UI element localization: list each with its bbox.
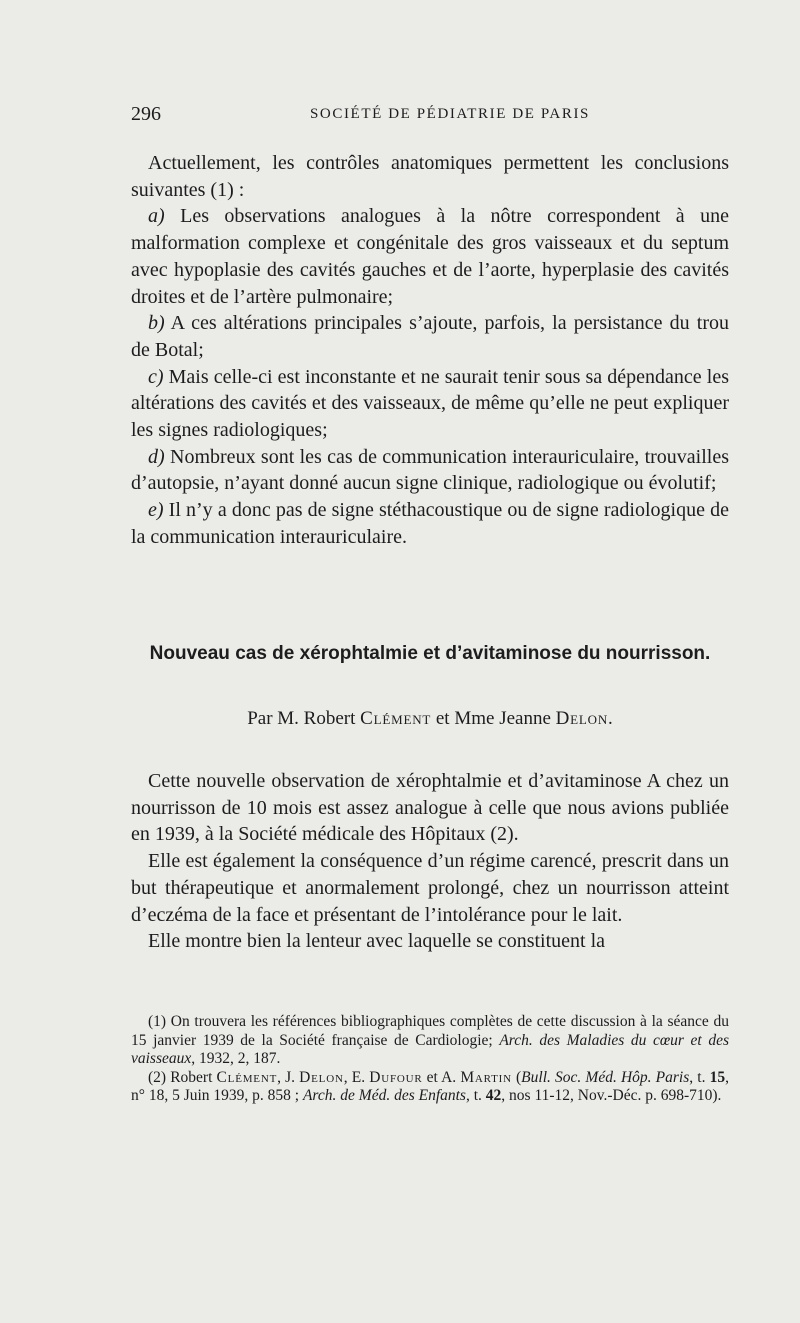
- body-paragraph: Elle montre bien la lenteur avec laquelle se constituent la: [148, 930, 606, 953]
- article-title: Nouveau cas de xérophtalmie et d’avitaminose du nourrisson.: [149, 643, 711, 664]
- article-byline: [131, 708, 729, 730]
- author-name: Dufour: [369, 1068, 423, 1086]
- footnote-text: , E.: [343, 1068, 370, 1086]
- list-item: [131, 497, 729, 550]
- item-letter: e): [148, 499, 164, 522]
- body-paragraph: Cette nouvelle observation de xérophtalmie et d’avitaminose A chez un nourrisson de 10 mois est assez analogue à celle que nous avions publiée en 1939, à la Société médicale des Hôpitaux (2).: [131, 770, 729, 846]
- body-paragraph: Elle est également la conséquence d’un régime carencé, prescrit dans un but thérapeutique et anormalement prolongé, chez un nourrisson atteint d’eczéma de la face et présentant de l’intolérance pour le lait.: [131, 850, 729, 926]
- conclusions-section: [131, 150, 729, 551]
- item-text: Les observations analogues à la nôtre correspondent à une malformation complexe et congénitale des gros vaisseaux et du septum avec hypoplasie des cavités gauches et de l’aorte, hyperplasie des cavités droites et de l’artère pulmonaire;: [131, 205, 729, 308]
- list-item: [131, 444, 729, 497]
- footnote-text: , n° 18, 5 Juin 1939, p. 858 ;: [131, 1068, 729, 1104]
- footnote-text: (2) Robert: [148, 1068, 217, 1086]
- page-header: [131, 103, 729, 131]
- footnote-text: , nos 11-12, Nov.-Déc. p. 698-710).: [501, 1087, 722, 1104]
- running-title: SOCIÉTÉ DE PÉDIATRIE DE PARIS: [309, 106, 591, 122]
- footnote-text: et A.: [422, 1068, 461, 1086]
- footnote-text: , J.: [277, 1068, 300, 1086]
- list-item: [131, 364, 729, 444]
- list-item: [131, 310, 729, 363]
- journal-title: Arch. des Maladies du cœur et des vaisseaux: [131, 1031, 729, 1067]
- item-text: Nombreux sont les cas de communication interauriculaire, trouvailles d’autopsie, n’ayant donné aucun signe clinique, radiologique ou évolutif;: [131, 445, 729, 495]
- footnote-text: (: [511, 1068, 522, 1086]
- byline-mid: et Mme Jeanne: [431, 708, 556, 729]
- item-letter: d): [148, 445, 165, 468]
- author-clement: Clément: [360, 708, 432, 729]
- author-name: Clément: [216, 1068, 278, 1086]
- item-letter: a): [148, 205, 165, 228]
- volume-number: 42: [485, 1087, 502, 1104]
- author-name: Martin: [460, 1068, 512, 1086]
- volume-number: 15: [709, 1068, 726, 1086]
- journal-title: Bull. Soc. Méd. Hôp. Paris: [521, 1068, 690, 1086]
- item-letter: b): [148, 312, 165, 335]
- author-delon: Delon: [555, 708, 609, 729]
- footnote-text: (1) On trouvera les références bibliographiques complètes de cette discussion à la séance du 15 janvier 1939 de la Société française de Cardiologie;: [131, 1013, 729, 1049]
- author-name: Delon: [299, 1068, 344, 1086]
- footnotes: [131, 1013, 729, 1106]
- item-text: A ces altérations principales s’ajoute, parfois, la persistance du trou de Botal;: [131, 312, 729, 361]
- item-text: Il n’y a donc pas de signe stéthacoustique ou de signe radiologique de la communication interauriculaire.: [131, 499, 729, 548]
- item-text: Mais celle-ci est inconstante et ne saurait tenir sous sa dépendance les altérations des cavités et des vaisseaux, de même qu’elle ne peut expliquer les signes radiologiques;: [131, 365, 729, 442]
- footnote-text: , 1932, 2, 187.: [191, 1050, 281, 1067]
- footnote-text: , t.: [465, 1087, 486, 1104]
- journal-title: Arch. de Méd. des Enfants: [302, 1087, 466, 1104]
- intro-paragraph: Actuellement, les contrôles anatomiques permettent les conclusions suivantes (1) :: [131, 152, 729, 201]
- item-letter: c): [148, 365, 164, 388]
- footnote-1: [131, 1013, 729, 1069]
- footnote-2: [131, 1069, 729, 1106]
- page-number: 296: [131, 103, 161, 125]
- byline-end: .: [608, 708, 613, 729]
- list-item: [131, 203, 729, 310]
- article-body: [131, 768, 729, 955]
- footnote-text: , t.: [689, 1068, 710, 1086]
- byline-prefix: Par M. Robert: [247, 708, 361, 729]
